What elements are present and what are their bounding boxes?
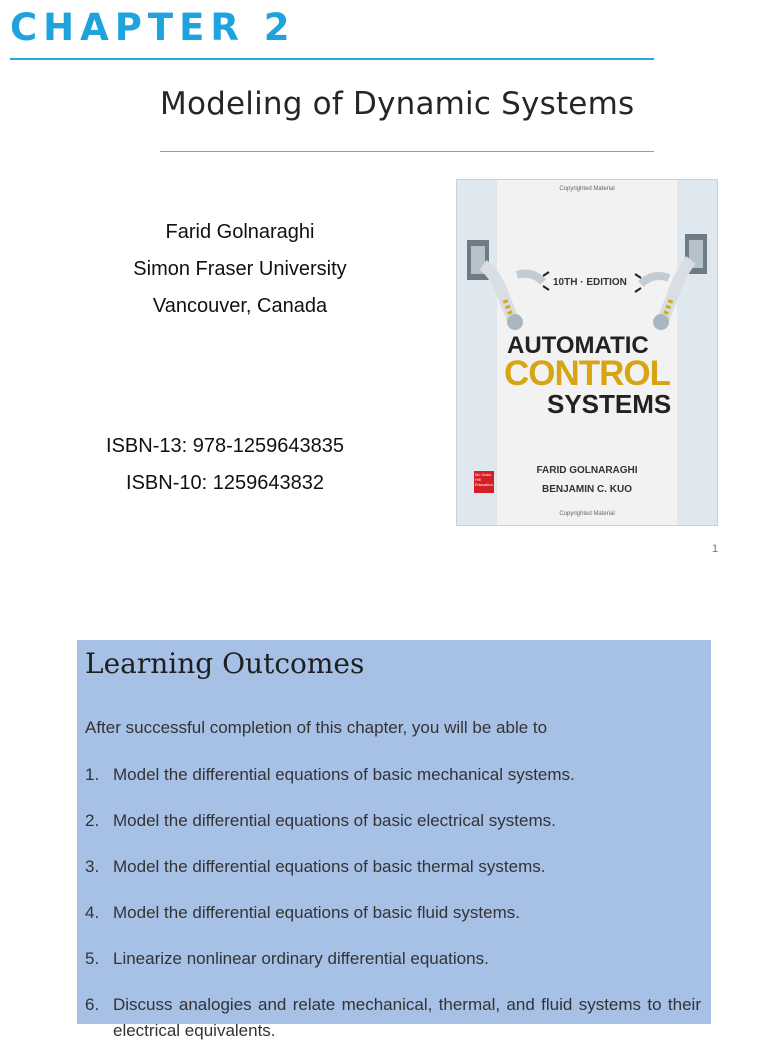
- list-item-text: Model the differential equations of basic electrical systems.: [113, 811, 556, 830]
- isbn-13: ISBN-13: 978-1259643835: [106, 435, 344, 457]
- list-item-text: Model the differential equations of basic thermal systems.: [113, 857, 546, 876]
- heading-divider: [10, 58, 654, 60]
- cover-author-1: FARID GOLNARAGHI: [536, 465, 638, 476]
- list-item: [85, 808, 703, 834]
- book-cover-image: [456, 179, 718, 526]
- cover-title-automatic: AUTOMATIC: [507, 332, 649, 359]
- author-block: [90, 214, 390, 325]
- learning-outcomes-title: Learning Outcomes: [85, 647, 365, 680]
- isbn-10: ISBN-10: 1259643832: [126, 472, 324, 494]
- isbn-block: [75, 428, 375, 502]
- list-item-text: Model the differential equations of basic fluid systems.: [113, 903, 520, 922]
- cover-title-control: CONTROL: [504, 354, 671, 393]
- list-item-number: 4.: [85, 903, 100, 922]
- cover-edition: 10TH · EDITION: [553, 277, 627, 288]
- slide-title: Modeling of Dynamic Systems: [160, 86, 635, 122]
- learning-outcomes-intro: After successful completion of this chapter, you will be able to: [85, 718, 548, 737]
- list-item: [85, 946, 703, 972]
- chapter-heading: CHAPTER 2: [10, 6, 296, 49]
- cover-title-systems: SYSTEMS: [547, 389, 672, 419]
- list-item-number: 6.: [85, 995, 100, 1014]
- list-item-text: Model the differential equations of basic mechanical systems.: [113, 765, 575, 784]
- title-divider: [160, 151, 654, 152]
- author-name: Farid Golnaraghi: [165, 221, 315, 243]
- cover-copyright-bottom: Copyrighted Material: [559, 511, 615, 517]
- list-item: [85, 762, 703, 788]
- publisher-logo: Mc Graw Hill Education: [474, 471, 494, 493]
- list-item: [85, 900, 703, 926]
- cover-copyright-top: Copyrighted Material: [559, 186, 615, 192]
- list-item-number: 1.: [85, 765, 100, 784]
- learning-outcomes-panel: [77, 640, 711, 1040]
- list-item: [85, 854, 703, 880]
- cover-author-2: BENJAMIN C. KUO: [541, 484, 632, 495]
- list-item: [85, 992, 703, 1044]
- list-item-text: Discuss analogies and relate mechanical, thermal, and fluid systems to their electrical equivalents.: [113, 995, 701, 1040]
- slide-number: 1: [712, 543, 719, 555]
- author-location: Vancouver, Canada: [152, 295, 328, 317]
- list-item-text: Linearize nonlinear ordinary differential equations.: [113, 949, 489, 968]
- list-item-number: 2.: [85, 811, 100, 830]
- list-item-number: 5.: [85, 949, 100, 968]
- list-item-number: 3.: [85, 857, 100, 876]
- author-affiliation: Simon Fraser University: [133, 258, 347, 280]
